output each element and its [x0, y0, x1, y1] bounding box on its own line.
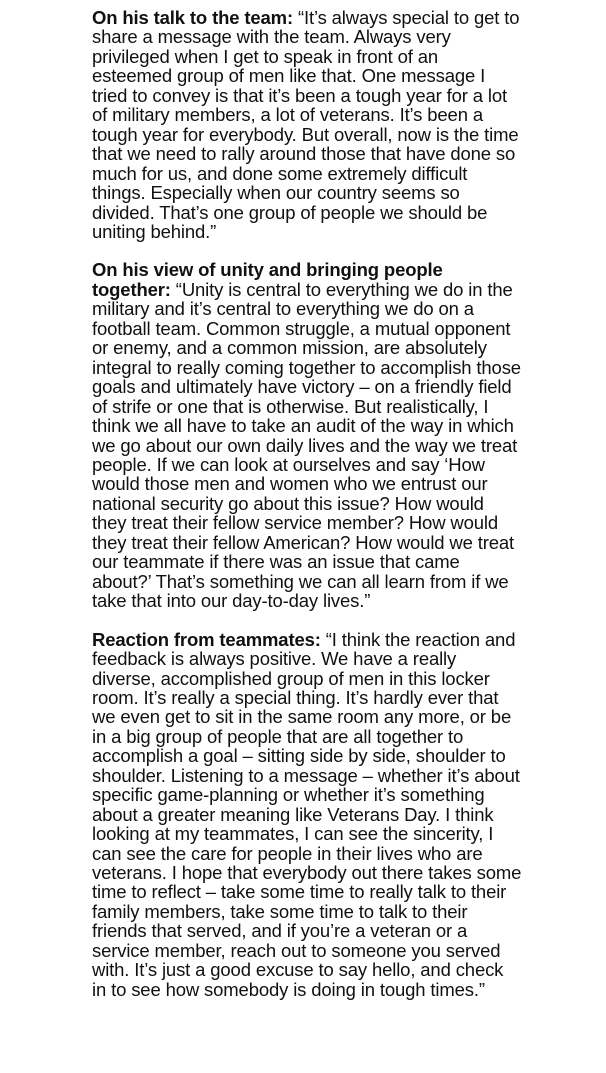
paragraph-lead: Reaction from teammates:	[92, 628, 321, 650]
paragraph-text: “It’s always special to get to share a message with the team. Always very privileged when I get to speak in front of an esteemed group of men like that. One message I tried to convey is that it’s been a tough year for a lot of military members, a lot of veterans. It’s been a tough year for everybody. But overall, now is the time that we need to rally around those that have done so much for us, and done some extremely difficult things. Especially when our country seems so divided. That’s one group of people we should be uniting behind.”	[92, 7, 520, 242]
paragraph-text: “Unity is central to everything we do in the military and it’s central to everything we do on a football team. Common struggle, a mutual opponent or enemy, and a common mission, are absolutely integral to really coming together to accomplish those goals and ultimately have victory – on a friendly field of strife or one that is otherwise. But realistically, I think we all have to take an audit of the way in which we go about our own daily lives and the way we treat people. If we can look at ourselves and say ‘How would those men and women who we entrust our national security go about this issue? How would they treat their fellow service member? How would they treat their fellow American? How would we treat our teammate if there was an issue that came about?’ That’s something we can all learn from if we take that into our day-to-day lives.”	[92, 278, 521, 612]
paragraph-lead: On his view of unity and bringing people together:	[92, 259, 443, 300]
paragraph-text: “I think the reaction and feedback is always positive. We have a really diverse, accomplished group of men in this locker room. It’s really a special thing. It’s hardly ever that we even get to sit in the same room any more, or be in a big group of people that are all together to accomplish a goal – sitting side by side, shoulder to shoulder. Listening to a message – whether it’s about specific game-planning or whether it’s something about a greater meaning like Veterans Day. I think looking at my teammates, I can see the sincerity, I can see the care for people in their lives who are veterans. I hope that everybody out there takes some time to reflect – take some time to really talk to their family members, take some time to talk to their friends that served, and if you’re a veteran or a service member, reach out to someone you served with. It’s just a good excuse to say hello, and check in to see how somebody is doing in tough times.”	[92, 628, 522, 1000]
paragraph-lead: On his talk to the team:	[92, 7, 293, 28]
paragraph-unity	[92, 260, 522, 610]
paragraph-team-talk	[92, 8, 522, 241]
paragraph-teammates-reaction	[92, 630, 522, 1000]
